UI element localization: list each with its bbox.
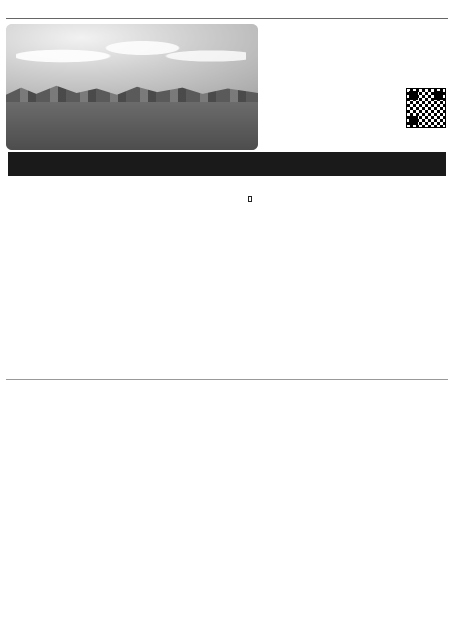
masthead-town xyxy=(6,98,258,150)
article-subtitle xyxy=(248,196,252,202)
column-divider xyxy=(6,379,448,380)
masthead-clouds xyxy=(16,32,246,72)
masthead-image xyxy=(6,24,258,150)
header-rule xyxy=(6,18,448,19)
article-heading xyxy=(222,190,298,366)
slogan-banner xyxy=(8,152,446,176)
qr-code[interactable] xyxy=(406,88,446,128)
article-text-bottom xyxy=(8,382,448,637)
